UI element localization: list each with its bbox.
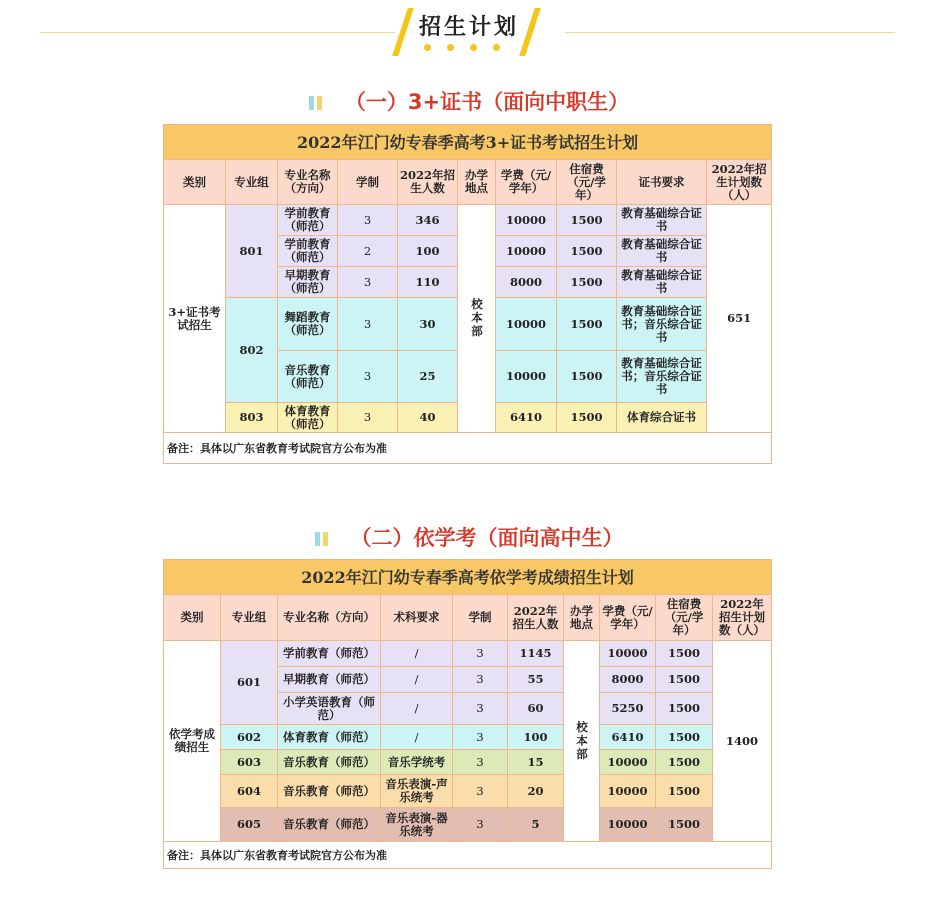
table1-note: 备注：具体以广东省教育考试院官方公布为准 — [164, 433, 772, 464]
years-cell: 3 — [338, 205, 398, 236]
dorm-cell: 1500 — [557, 351, 617, 403]
years-cell: 3 — [453, 667, 508, 693]
table1-header: 2022年招生人数 — [398, 160, 458, 205]
group-cell: 803 — [226, 403, 278, 433]
table1-header-row — [164, 160, 772, 205]
group-cell: 601 — [221, 641, 278, 725]
years-cell: 3 — [453, 725, 508, 750]
table2-header: 2022年招生计划数（人） — [713, 595, 772, 641]
major-cell: 音乐教育（师范） — [278, 750, 381, 775]
dorm-cell: 1500 — [656, 725, 713, 750]
req-cell: 音乐表演-器乐统考 — [381, 808, 453, 842]
enroll-cell: 346 — [398, 205, 458, 236]
section-marker-icon — [309, 91, 325, 115]
table-row — [164, 808, 772, 842]
table2-header: 办学地点 — [564, 595, 600, 641]
cert-cell: 教育基础综合证书；音乐综合证书 — [617, 298, 707, 351]
major-cell: 小学英语教育（师范） — [278, 693, 381, 725]
req-cell: 音乐学统考 — [381, 750, 453, 775]
location-cell: 校本部 — [564, 641, 600, 842]
major-cell: 音乐教育（师范） — [278, 808, 381, 842]
tuition-cell: 10000 — [600, 808, 656, 842]
major-cell: 学前教育（师范） — [278, 205, 338, 236]
enroll-cell: 110 — [398, 267, 458, 298]
major-cell: 音乐教育（师范） — [278, 775, 381, 808]
dorm-cell: 1500 — [557, 205, 617, 236]
tuition-cell: 10000 — [600, 750, 656, 775]
table1-header: 办学地点 — [458, 160, 496, 205]
section2-title — [0, 522, 938, 552]
enroll-cell: 20 — [508, 775, 564, 808]
enroll-cell: 60 — [508, 693, 564, 725]
dorm-cell: 1500 — [656, 775, 713, 808]
major-cell: 学前教育（师范） — [278, 641, 381, 667]
tuition-cell: 6410 — [600, 725, 656, 750]
table2-header: 类别 — [164, 595, 221, 641]
table1-note-row — [164, 433, 772, 464]
dorm-cell: 1500 — [656, 750, 713, 775]
years-cell: 3 — [338, 403, 398, 433]
cert-cell: 教育基础综合证书；音乐综合证书 — [617, 351, 707, 403]
cert-cell: 教育基础综合证书 — [617, 267, 707, 298]
enroll-cell: 40 — [398, 403, 458, 433]
major-cell: 音乐教育（师范） — [278, 351, 338, 403]
enroll-cell: 15 — [508, 750, 564, 775]
table-row — [164, 641, 772, 667]
enroll-cell: 5 — [508, 808, 564, 842]
table2-note: 备注：具体以广东省教育考试院官方公布为准 — [164, 842, 772, 869]
table1-header: 专业组 — [226, 160, 278, 205]
req-cell: 音乐表演-声乐统考 — [381, 775, 453, 808]
plan-table-1 — [163, 124, 772, 464]
req-cell: / — [381, 641, 453, 667]
table2-title: 2022年江门幼专春季高考依学考成绩招生计划 — [164, 560, 772, 595]
enroll-cell: 30 — [398, 298, 458, 351]
table2-header: 学制 — [453, 595, 508, 641]
major-cell: 早期教育（师范） — [278, 667, 381, 693]
table2-header: 专业名称（方向） — [278, 595, 381, 641]
table1-header: 学制 — [338, 160, 398, 205]
dorm-cell: 1500 — [557, 403, 617, 433]
tuition-cell: 8000 — [496, 267, 557, 298]
table1-header: 证书要求 — [617, 160, 707, 205]
cert-cell: 教育基础综合证书 — [617, 236, 707, 267]
group-cell: 802 — [226, 298, 278, 403]
section1-title-text: （一）3+证书（面向中职生） — [344, 90, 630, 114]
req-cell: / — [381, 667, 453, 693]
req-cell: / — [381, 725, 453, 750]
table1-title: 2022年江门幼专春季高考3+证书考试招生计划 — [164, 125, 772, 160]
table2-note-row — [164, 842, 772, 869]
tuition-cell: 10000 — [496, 205, 557, 236]
dorm-cell: 1500 — [557, 236, 617, 267]
enroll-cell: 25 — [398, 351, 458, 403]
req-cell: / — [381, 693, 453, 725]
major-cell: 体育教育（师范） — [278, 403, 338, 433]
major-cell: 体育教育（师范） — [278, 725, 381, 750]
years-cell: 3 — [453, 808, 508, 842]
page-title: 招生计划 — [418, 15, 519, 40]
dorm-cell: 1500 — [656, 808, 713, 842]
dorm-cell: 1500 — [557, 298, 617, 351]
group-cell: 602 — [221, 725, 278, 750]
major-cell: 学前教育（师范） — [278, 236, 338, 267]
tuition-cell: 10000 — [496, 298, 557, 351]
header-dots — [424, 44, 500, 51]
tuition-cell: 5250 — [600, 693, 656, 725]
dorm-cell: 1500 — [656, 667, 713, 693]
dorm-cell: 1500 — [656, 693, 713, 725]
table-row — [164, 205, 772, 236]
major-cell: 舞蹈教育（师范） — [278, 298, 338, 351]
table2-header: 专业组 — [221, 595, 278, 641]
total-cell: 651 — [707, 205, 772, 433]
table1-header: 学费（元/学年） — [496, 160, 557, 205]
table-row — [164, 725, 772, 750]
table1-header: 专业名称（方向） — [278, 160, 338, 205]
years-cell: 2 — [338, 236, 398, 267]
table2-header: 学费（元/学年） — [600, 595, 656, 641]
group-cell: 604 — [221, 775, 278, 808]
total-cell: 1400 — [713, 641, 772, 842]
tuition-cell: 10000 — [496, 351, 557, 403]
table-row — [164, 775, 772, 808]
tuition-cell: 8000 — [600, 667, 656, 693]
major-cell: 早期教育（师范） — [278, 267, 338, 298]
dorm-cell: 1500 — [656, 641, 713, 667]
tuition-cell: 6410 — [496, 403, 557, 433]
tuition-cell: 10000 — [600, 641, 656, 667]
group-cell: 801 — [226, 205, 278, 298]
section1-title — [0, 86, 938, 116]
cert-cell: 体育综合证书 — [617, 403, 707, 433]
group-cell: 603 — [221, 750, 278, 775]
years-cell: 3 — [338, 298, 398, 351]
table2-header: 住宿费（元/学年） — [656, 595, 713, 641]
table2-header: 术科要求 — [381, 595, 453, 641]
group-cell: 605 — [221, 808, 278, 842]
table2-header-row — [164, 595, 772, 641]
years-cell: 3 — [338, 351, 398, 403]
years-cell: 3 — [453, 693, 508, 725]
section2-title-text: （二）依学考（面向高中生） — [350, 526, 624, 550]
table-row — [164, 750, 772, 775]
years-cell: 3 — [453, 775, 508, 808]
table1-header: 2022年招生计划数（人） — [707, 160, 772, 205]
enroll-cell: 55 — [508, 667, 564, 693]
table2-category: 依学考成绩招生 — [164, 641, 221, 842]
table1-header: 住宿费（元/学年） — [557, 160, 617, 205]
tuition-cell: 10000 — [600, 775, 656, 808]
tuition-cell: 10000 — [496, 236, 557, 267]
table1-header: 类别 — [164, 160, 226, 205]
table1-category: 3+证书考试招生 — [164, 205, 226, 433]
enroll-cell: 100 — [398, 236, 458, 267]
plan-table-2 — [163, 559, 772, 869]
years-cell: 3 — [453, 750, 508, 775]
enroll-cell: 100 — [508, 725, 564, 750]
table2-header: 2022年招生人数 — [508, 595, 564, 641]
section-marker-icon — [315, 527, 331, 551]
years-cell: 3 — [338, 267, 398, 298]
years-cell: 3 — [453, 641, 508, 667]
enroll-cell: 1145 — [508, 641, 564, 667]
location-cell: 校本部 — [458, 205, 496, 433]
dorm-cell: 1500 — [557, 267, 617, 298]
cert-cell: 教育基础综合证书 — [617, 205, 707, 236]
